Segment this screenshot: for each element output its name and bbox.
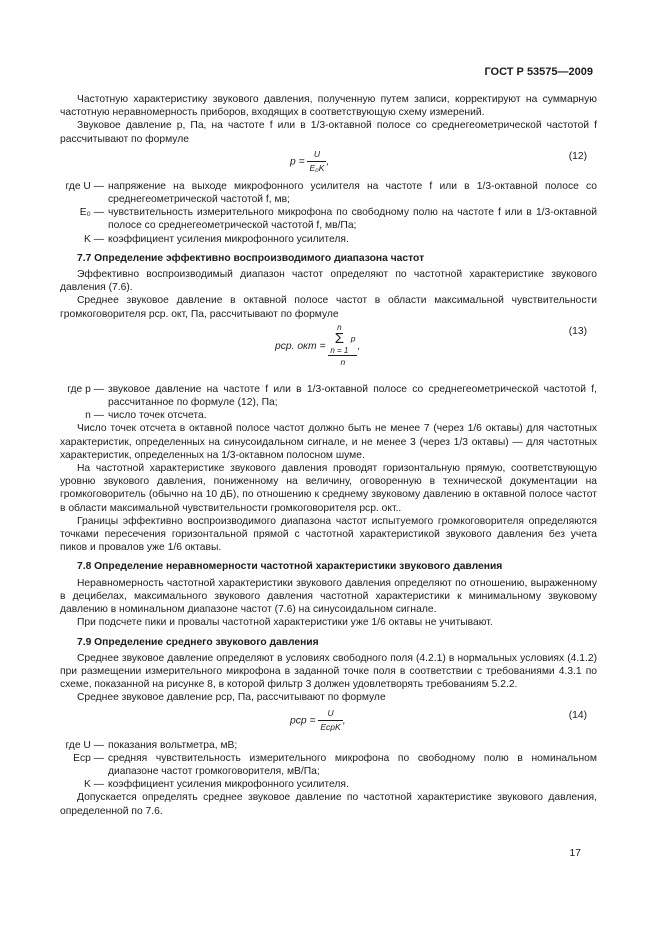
- legend-row: K — коэффициент усиления микрофонного усилителя.: [83, 233, 349, 245]
- paragraph: Число точек отсчета в октавной полосе частот должно быть не менее 7 (через 1/6 октавы) для частотных характеристик, определенных на синусоидальном сигнале, и не менее 3 (через 1/3 октавы) — для частотных характеристик, определенных на 1/3-октавном полосном шуме.: [60, 423, 597, 461]
- legend-row: K — коэффициент усиления микрофонного усилителя.: [83, 779, 349, 791]
- section-heading: 7.7 Определение эффективно воспроизводимого диапазона частот: [77, 252, 425, 264]
- paragraph: Среднее звуковое давление определяют в условиях свободного поля (4.2.1) в нормальных условиях (4.1.2) при размещении измерительного микрофона в заданной точке поля в соответствии с требованиями 4.3.1 по схеме, показанной на рисунке 8, в которой фильтр 3 должен удовлетворять требованиям 5.2.2.: [60, 652, 597, 691]
- legend-row: где U — показания вольтметра, мВ;: [65, 739, 238, 751]
- legend-row: n — число точек отсчета.: [85, 410, 207, 422]
- legend-row: E₀ — чувствительность измерительного микрофона по свободному полю на частоте f или в 1/3-октавной полосе со среднегеометрической частотой f, мв/Па;: [79, 207, 597, 232]
- paragraph: Допускается определять среднее звуковое давление по частотной характеристике звукового давления, определенной по 7.6.: [60, 792, 597, 817]
- formula-body: pср. окт = n Σ n = 1 p n ,: [275, 323, 360, 369]
- section-heading: 7.8 Определение неравномерности частотной характеристики звукового давления: [77, 561, 503, 573]
- paragraph: Среднее звуковое давление в октавной полосе частот в области максимальной чувствительности громкоговорителя pср. окт, Па, рассчитывают по формуле: [60, 295, 597, 320]
- paragraph: Границы эффективно воспроизводимого диапазона частот испытуемого громкоговорителя определяются точками пересечения горизонтальной прямой с частотной характеристикой звукового давления без учета пиков и провалов уже 1/6 октавы.: [60, 515, 597, 554]
- page-number: 17: [569, 848, 581, 859]
- formula-number: (14): [568, 709, 587, 721]
- paragraph: Неравномерность частотной характеристики звукового давления определяют по отношению, выраженному в децибелах, максимального звукового давления частотной характеристики к минимальному звуковому давлению в номинальном диапазоне частот (7.6) на синусоидальном сигнале.: [60, 577, 597, 616]
- section-heading: 7.9 Определение среднего звукового давления: [77, 636, 319, 648]
- fraction: n Σ n = 1 p n: [330, 322, 356, 367]
- page-content: [60, 93, 597, 818]
- legend-row: где U — напряжение на выходе микрофонного усилителя на частоте f или в 1/3-октавной полосе со среднегеометрической частотой f, мв;: [65, 180, 597, 206]
- paragraph: Эффективно воспроизводимый диапазон частот определяют по частотной характеристике звукового давления (7.6).: [60, 269, 597, 294]
- fraction: $\frac{U}{\text{E₀K}}$: [309, 148, 325, 174]
- paragraph: Звуковое давление p, Па, на частоте f или в 1/3-октавной полосе со среднегеометрической частотой f рассчитывают по формуле: [60, 120, 597, 145]
- formula-13: [60, 323, 597, 381]
- paragraph: На частотной характеристике звукового давления проводят горизонтальную прямую, соответствующую уровню звукового давления, пониженному на величину, оговоренную в технической документации на громкоговоритель (обычно на 10 дБ), по отношению к среднему звуковому давлению в октавной полосе частот в области максимальной чувствительности громкоговорителя pср. окт..: [60, 463, 597, 514]
- standard-header: ГОСТ Р 53575—2009: [484, 66, 593, 78]
- legend-row: Eср — средняя чувствительность измерительного микрофона по свободному полю в номинальном диапазоне частот громкоговорителя, мВ/Па;: [73, 752, 597, 777]
- formula-number: (12): [568, 150, 587, 162]
- formula-body: p = $\frac{U}{\text{E₀K}}$ ,: [290, 148, 329, 175]
- legend-row: где p — звуковое давление на частоте f или в 1/3-октавной полосе со среднегеометрической частотой f, рассчитанное по формуле (12), Па;: [67, 383, 597, 409]
- formula-number: (13): [568, 325, 587, 337]
- formula-12: [60, 148, 597, 178]
- fraction: $\frac{U}{\text{EсрK}}$: [320, 707, 341, 732]
- formula-14: [60, 707, 597, 737]
- paragraph: Частотную характеристику звукового давления, полученную путем записи, корректируют на суммарную частотную неравномерность приборов, входящих в соответствующую схему измерений.: [60, 94, 597, 119]
- paragraph: Среднее звуковое давление pср, Па, рассчитывают по формуле: [77, 692, 386, 704]
- paragraph: При подсчете пики и провалы частотной характеристики уже 1/6 октавы не учитывают.: [77, 617, 493, 629]
- sum-operator: n Σ n = 1: [330, 322, 349, 355]
- formula-body: pср = $\frac{U}{\text{EсрK}}$ ,: [290, 707, 346, 734]
